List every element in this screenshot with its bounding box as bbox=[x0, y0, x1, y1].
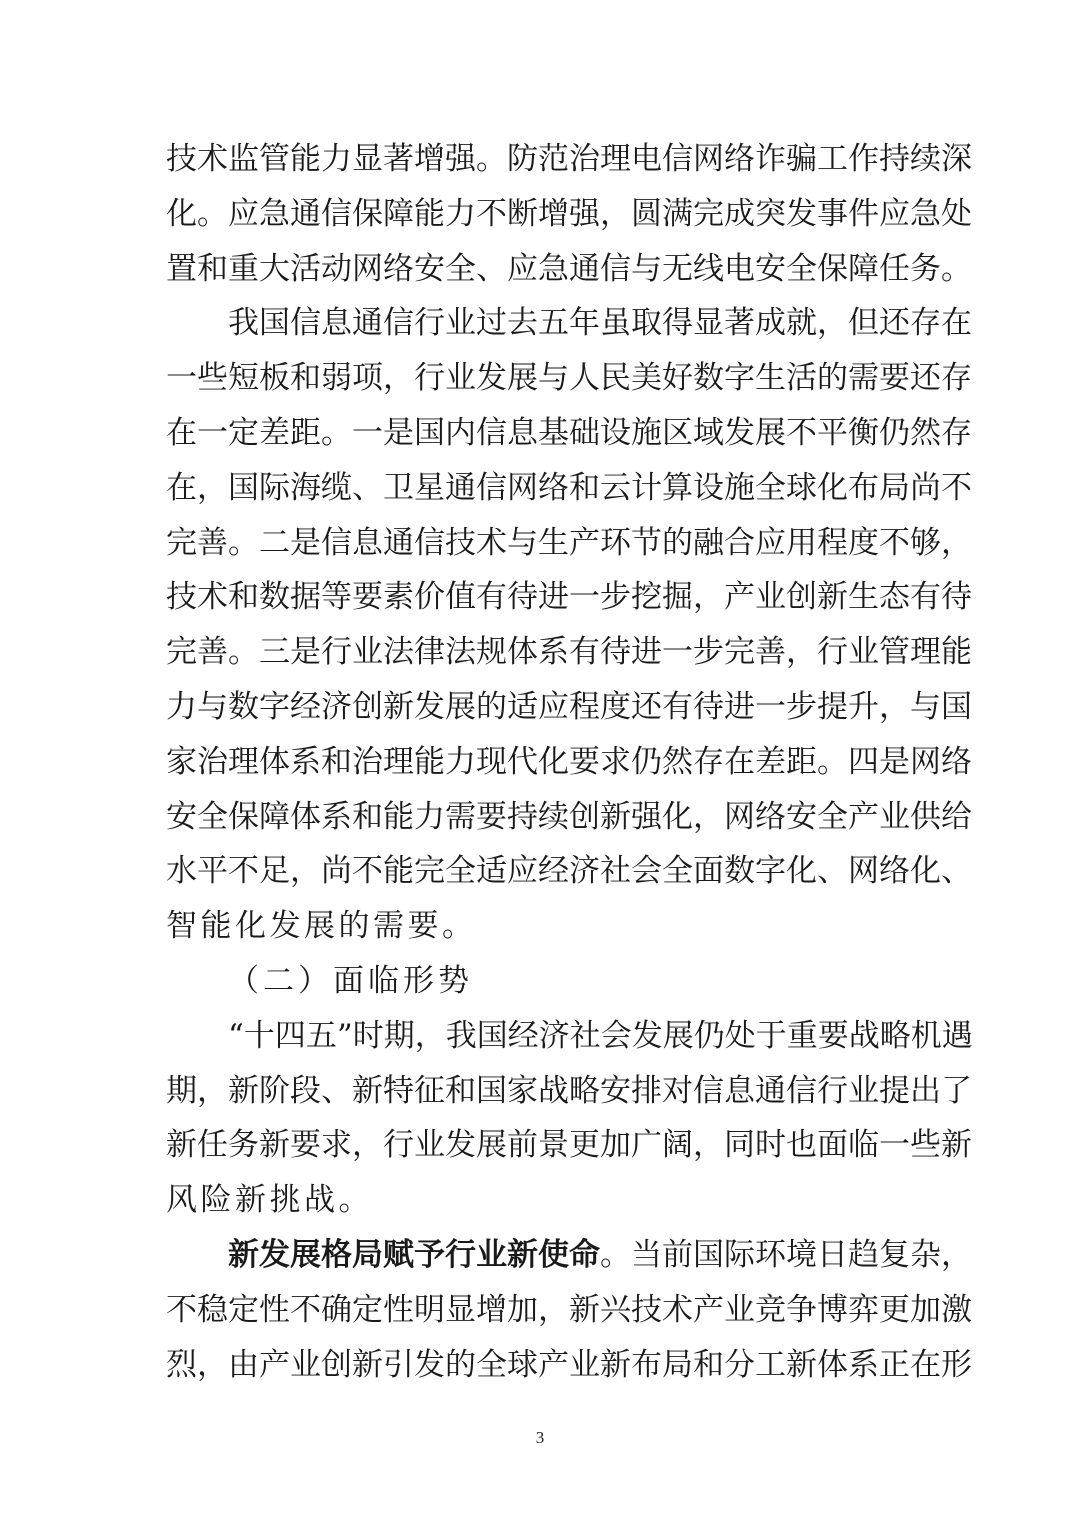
lead-rest-text: 。当前国际环境日趋复杂， bbox=[600, 1236, 972, 1273]
paragraph-4 bbox=[166, 1228, 972, 1392]
paragraph-line: 不稳定性不确定性明显增加，新兴技术产业竞争博弈更加激 bbox=[166, 1291, 972, 1328]
paragraph-3 bbox=[166, 1009, 973, 1228]
paragraph-line: 完善。二是信息通信技术与生产环节的融合应用程度不够， bbox=[166, 524, 972, 561]
paragraph-line: 水平不足，尚不能完全适应经济社会全面数字化、网络化、 bbox=[166, 853, 972, 890]
section-heading: （二）面临形势 bbox=[228, 962, 473, 999]
paragraph-line: 在，国际海缆、卫星通信网络和云计算设施全球化布局尚不 bbox=[166, 469, 972, 506]
bold-lead-text: 新发展格局赋予行业新使命 bbox=[228, 1236, 600, 1273]
paragraph-line: 化。应急通信保障能力不断增强，圆满完成突发事件应急处 bbox=[166, 195, 972, 232]
paragraph-line: 期，新阶段、新特征和国家战略安排对信息通信行业提出了 bbox=[166, 1072, 972, 1109]
paragraph-line: 风险新挑战。 bbox=[166, 1182, 373, 1219]
page-number: 3 bbox=[535, 1428, 545, 1447]
paragraph-line: 完善。三是行业法律法规体系有待进一步完善，行业管理能 bbox=[166, 634, 972, 671]
paragraph-line: “十四五”时期，我国经济社会发展仍处于重要战略机遇 bbox=[228, 1017, 973, 1054]
paragraph-2 bbox=[166, 296, 972, 954]
paragraph-line: 烈，由产业创新引发的全球产业新布局和分工新体系正在形 bbox=[166, 1346, 972, 1383]
paragraph-line: 力与数字经济创新发展的适应程度还有待进一步提升，与国 bbox=[166, 688, 972, 725]
paragraph-line: 技术监管能力显著增强。防范治理电信网络诈骗工作持续深 bbox=[166, 141, 972, 177]
paragraph-line: 新任务新要求，行业发展前景更加广阔，同时也面临一些新 bbox=[166, 1127, 972, 1164]
paragraph-line: 技术和数据等要素价值有待进一步挖掘，产业创新生态有待 bbox=[166, 579, 972, 616]
paragraph-line: 智能化发展的需要。 bbox=[166, 908, 477, 945]
paragraph-line bbox=[166, 1228, 972, 1283]
paragraph-line: 置和重大活动网络安全、应急通信与无线电安全保障任务。 bbox=[166, 250, 972, 287]
paragraph-1 bbox=[166, 132, 972, 296]
paragraph-line: 在一定差距。一是国内信息基础设施区域发展不平衡仍然存 bbox=[166, 414, 972, 451]
document-body bbox=[166, 132, 973, 1392]
paragraph-line: 一些短板和弱项，行业发展与人民美好数字生活的需要还存 bbox=[166, 360, 972, 397]
paragraph-line: 安全保障体系和能力需要持续创新强化，网络安全产业供给 bbox=[166, 798, 972, 835]
paragraph-line: 我国信息通信行业过去五年虽取得显著成就，但还存在 bbox=[228, 305, 972, 342]
paragraph-line: 家治理体系和治理能力现代化要求仍然存在差距。四是网络 bbox=[166, 743, 972, 780]
